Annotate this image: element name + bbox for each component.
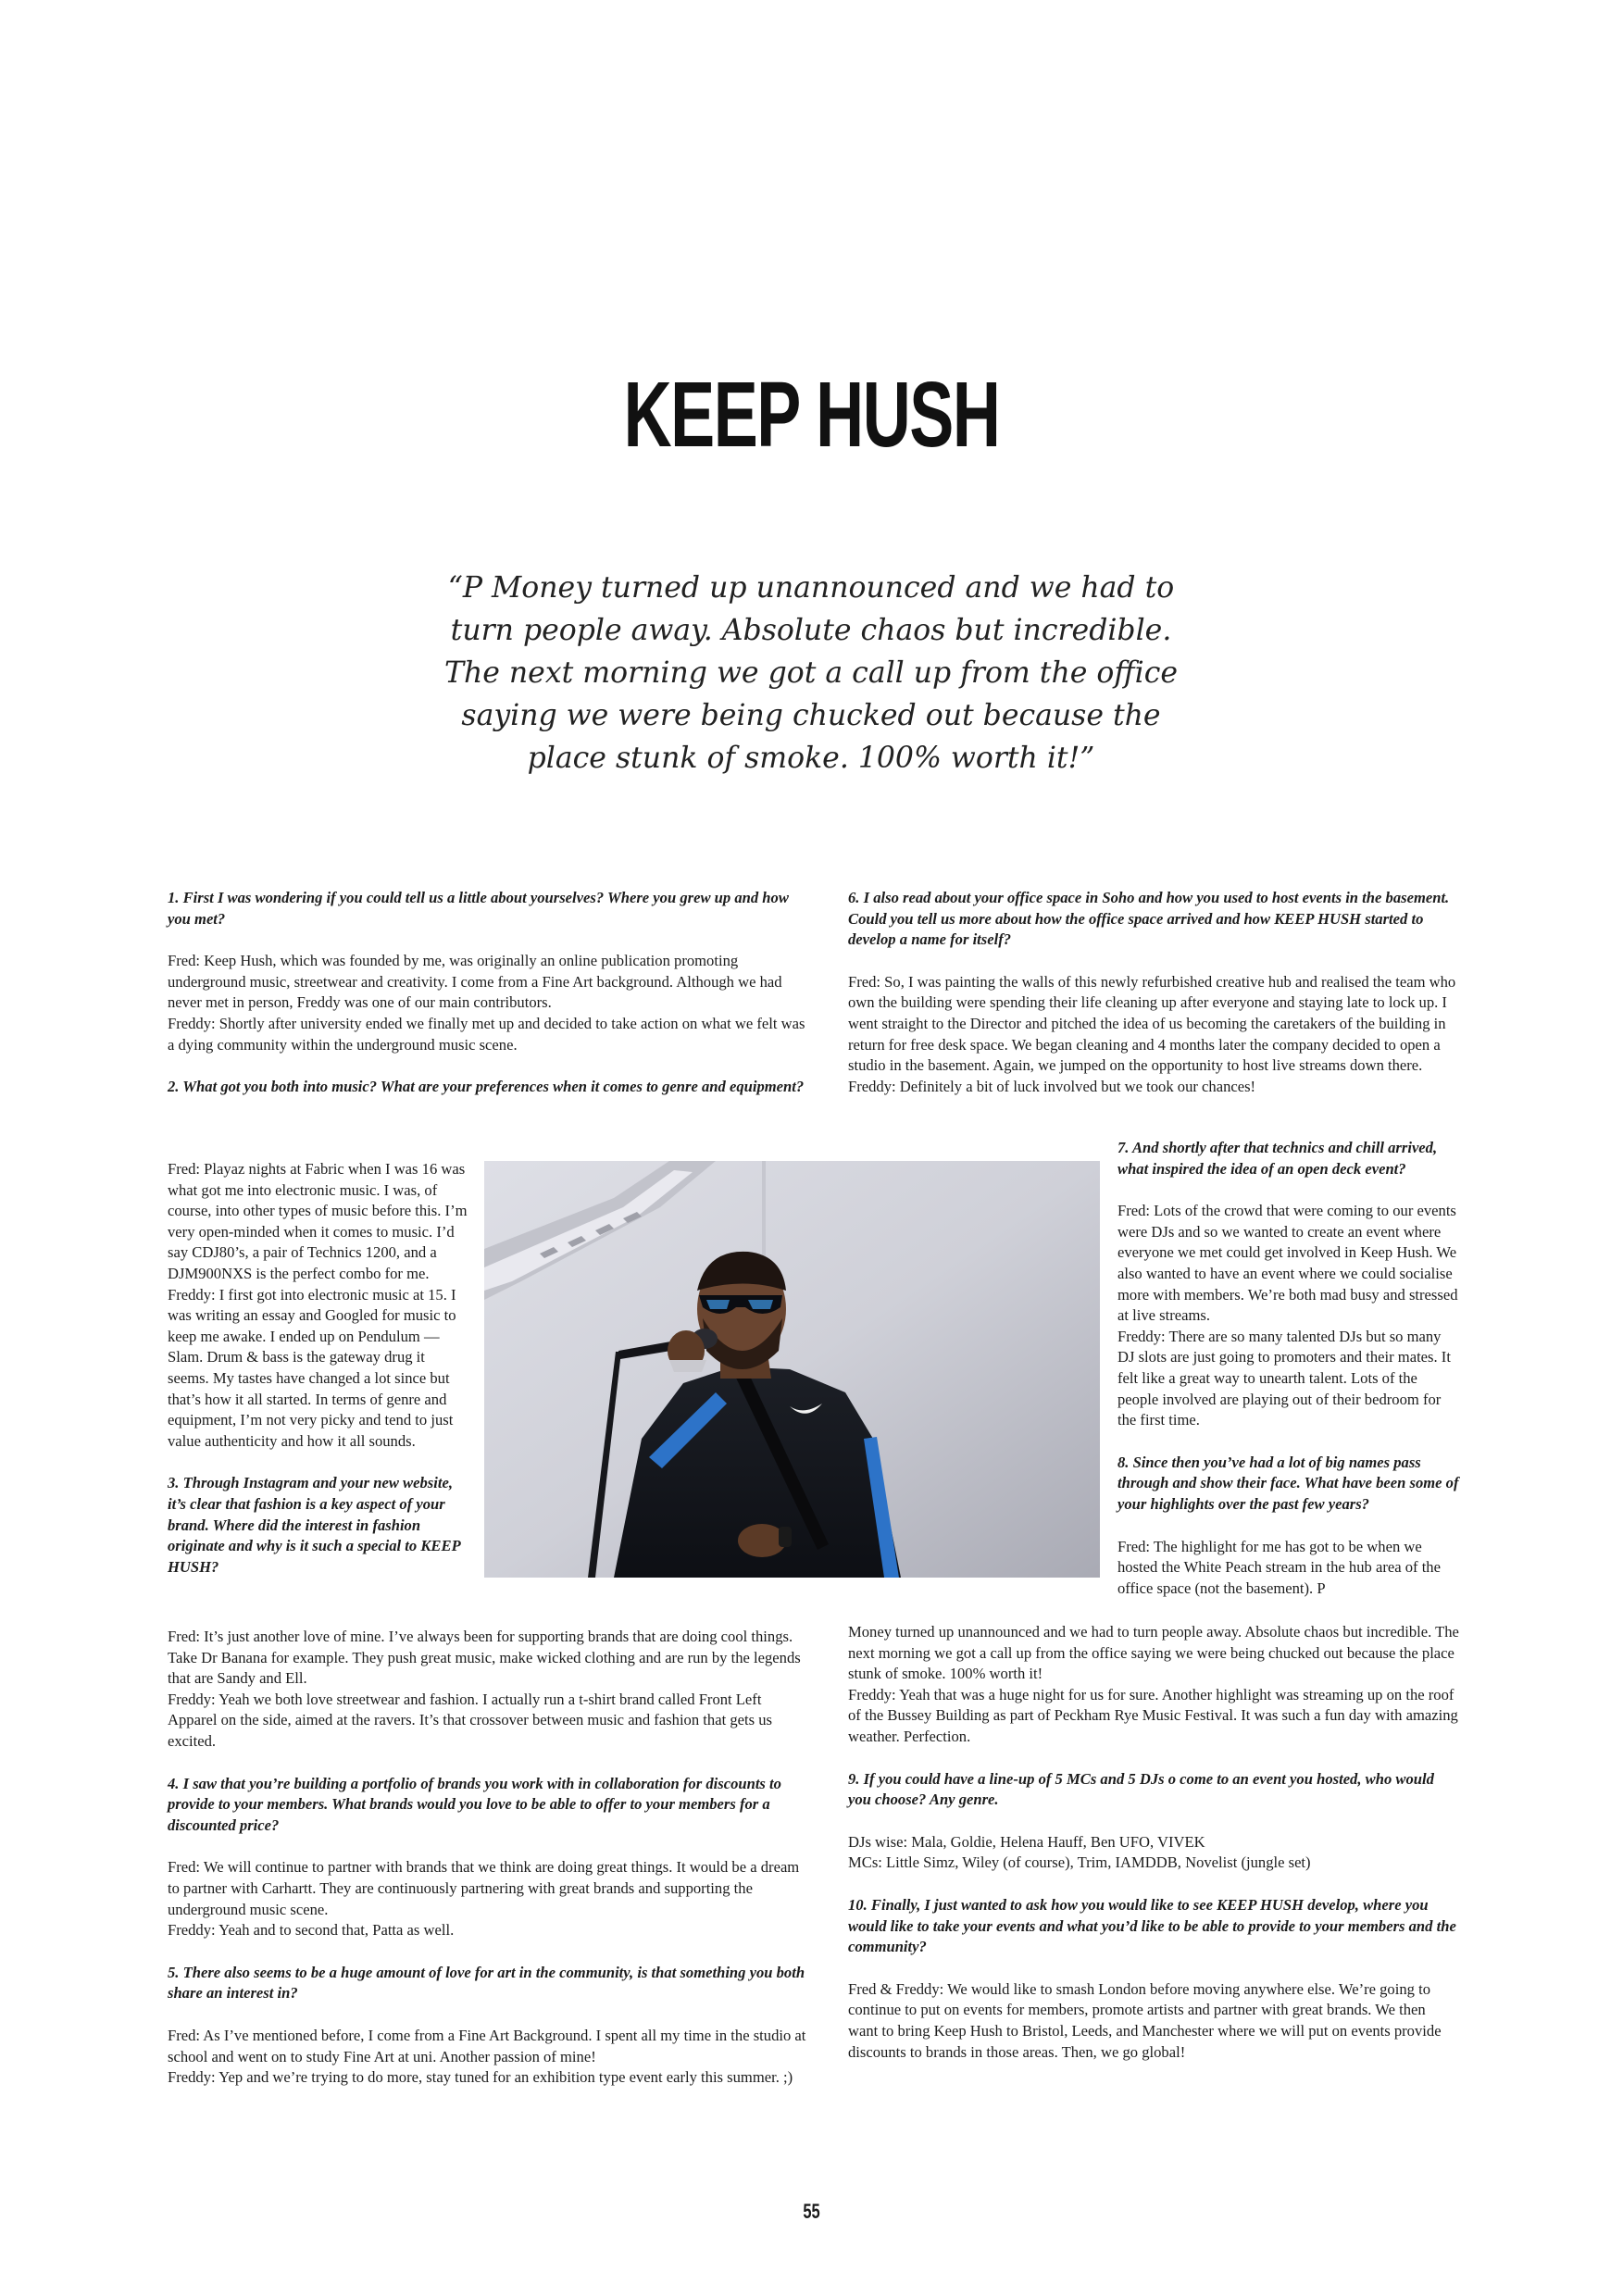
answer-8-fred-end: Money turned up unannounced and we had to turn people away. Absolute chaos but incredible. The next morning we got a call up from the office saying we were being chucked out because the place stunk of smoke. 100% worth it! [848,1623,1459,1683]
answer-5-freddy: Freddy: Yep and we’re trying to do more, stay tuned for an exhibition type event early this summer. ;) [168,2068,793,2087]
question-2: 2. What got you both into music? What are your preferences when it comes to genre and equipment? [168,1078,805,1096]
answer-1-fred: Fred: Keep Hush, which was founded by me, was originally an online publication promoting underground music, streetwear and creativity. I come from a Fine Art background. Although we had never met in person, Freddy was one of our main contributors. [168,952,782,1012]
answer-2-fred: Fred: Playaz nights at Fabric when I was 16 was what got me into electronic music. I was, of course, into other types of music before this. I’m very open-minded when it comes to music. I’d say CDJ80’s, a pair of Technics 1200, and a DJM900NXS is the perfect combo for me. [168,1160,468,1282]
answer-7-freddy: Freddy: There are so many talented DJs but so many DJ slots are just going to promoters and their mates. It felt like a great way to unearth talent. Lots of the people involved are playing out of their bedroom for the first time. [1117,1327,1451,1429]
answer-1-freddy: Freddy: Shortly after university ended we finally met up and decided to take action on what we felt was a dying community within the underground music scene. [168,1014,805,1054]
answer-4-fred: Fred: We will continue to partner with brands that we think are doing great things. It would be a dream to partner with Carhartt. They are continuously partnering with great brands and supporting the underground music scene. [168,1858,800,1918]
question-6: 6. I also read about your office space in Soho and how you used to host events in the basement. Could you tell us more about how the office space arrived and how KEEP HUSH started to develop a name for itself? [848,889,1450,949]
answer-3-freddy: Freddy: Yeah we both love streetwear and fashion. I actually run a t-shirt brand called Front Left Apparel on the side, aimed at the ravers. It’s that crossover between music and fashion that gets us excited. [168,1690,772,1750]
answer-8-freddy: Freddy: Yeah that was a huge night for us for sure. Another highlight was streaming up on the roof of the Bussey Building as part of Peckham Rye Music Festival. It was such a fun day with amazing weather. Perfection. [848,1685,1458,1745]
answer-9-djs: DJs wise: Mala, Goldie, Helena Hauff, Ben UFO, VIVEK [848,1832,1205,1851]
right-column-bottom [848,1622,1459,2063]
question-9: 9. If you could have a line-up of 5 MCs and 5 DJs o come to an event you hosted, who would you choose? Any genre. [848,1769,1434,1809]
right-column-top [848,888,1459,1097]
answer-2-freddy: Freddy: I first got into electronic music at 15. I was writing an essay and Googled for music to keep me awake. I ended up on Pendulum — Slam. Drum & bass is the gateway drug it seems. My tastes have changed a lot since but that’s how it all started. In terms of genre and equipment, I’m not very picky and tend to just value authenticity and how it all sounds. [168,1285,456,1450]
answer-4-freddy: Freddy: Yeah and to second that, Patta as well. [168,1921,455,1940]
question-5: 5. There also seems to be a huge amount of love for art in the community, is that something you both share an interest in? [168,1963,805,2003]
article-title: KEEP HUSH [623,363,1000,467]
answer-3-fred: Fred: It’s just another love of mine. I’ve always been for supporting brands that are doing cool things. Take Dr Banana for example. They push great music, make wicked clothing and are run by the legends that are Sandy and Ell. [168,1628,801,1688]
question-8: 8. Since then you’ve had a lot of big names pass through and show their face. What have been some of your highlights over the past few years? [1117,1453,1459,1513]
question-7: 7. And shortly after that technics and chill arrived, what inspired the idea of an open deck event? [1117,1139,1438,1178]
page-number: 55 [803,2200,820,2223]
answer-8-fred-start: Fred: The highlight for me has got to be when we hosted the White Peach stream in the hub area of the office space (not the basement). P [1117,1537,1441,1597]
answer-6-freddy: Freddy: Definitely a bit of luck involved but we took our chances! [848,1077,1256,1095]
left-column-bottom [168,1627,806,2089]
question-3: 3. Through Instagram and your new website, it’s clear that fashion is a key aspect of your brand. Where did the interest in fashion originate and why is it such a special to KEEP HUSH? [168,1474,461,1576]
answer-10: Fred & Freddy: We would like to smash London before moving anywhere else. We’re going to continue to put on events for members, promote artists and partner with great brands. We then want to bring Keep Hush to Bristol, Leeds, and Manchester where we will put on events provide discounts to brands in those areas. Then, we go global! [848,1979,1442,2061]
answer-6-fred: Fred: So, I was painting the walls of this newly refurbished creative hub and realised the team who own the building were spending their life cleaning up after everyone and staying late to lock up. I went straight to the Director and pitched the idea of us becoming the caretakers of the building in return for free desk space. We began cleaning and 4 months later the company decided to open a studio in the basement. Again, we jumped on the opportunity to host live streams down there. [848,972,1456,1075]
answer-5-fred: Fred: As I’ve mentioned before, I come from a Fine Art Background. I spent all my time in the studio at school and went on to study Fine Art at uni. Another passion of mine! [168,2026,806,2065]
pull-quote: “P Money turned up unannounced and we had to turn people away. Absolute chaos but incredible. The next morning we got a call up from the office saying we were being chucked out because the place stunk of smoke. 100% worth it!” [443,571,1179,775]
left-column-wrap [168,1159,468,1578]
right-column-wrap [1117,1138,1459,1599]
performer-photo [484,1161,1100,1578]
answer-7-fred: Fred: Lots of the crowd that were coming to our events were DJs and so we wanted to create an event where everyone we met could get involved in Keep Hush. We also wanted to have an event where we could socialise more with members. We’re both mad busy and stressed at live streams. [1117,1202,1458,1325]
left-column-top [168,888,806,1098]
question-1: 1. First I was wondering if you could tell us a little about yourselves? Where you grew up and how you met? [168,889,789,928]
answer-9-mcs: MCs: Little Simz, Wiley (of course), Trim, IAMDDB, Novelist (jungle set) [848,1853,1311,1872]
question-4: 4. I saw that you’re building a portfolio of brands you work with in collaboration for discounts to provide to your members. What brands would you love to be able to offer to your members for a discounted price? [168,1774,781,1834]
question-10: 10. Finally, I just wanted to ask how you would like to see KEEP HUSH develop, where you would like to take your events and what you’d like to be able to provide to your members and the community? [848,1895,1456,1956]
